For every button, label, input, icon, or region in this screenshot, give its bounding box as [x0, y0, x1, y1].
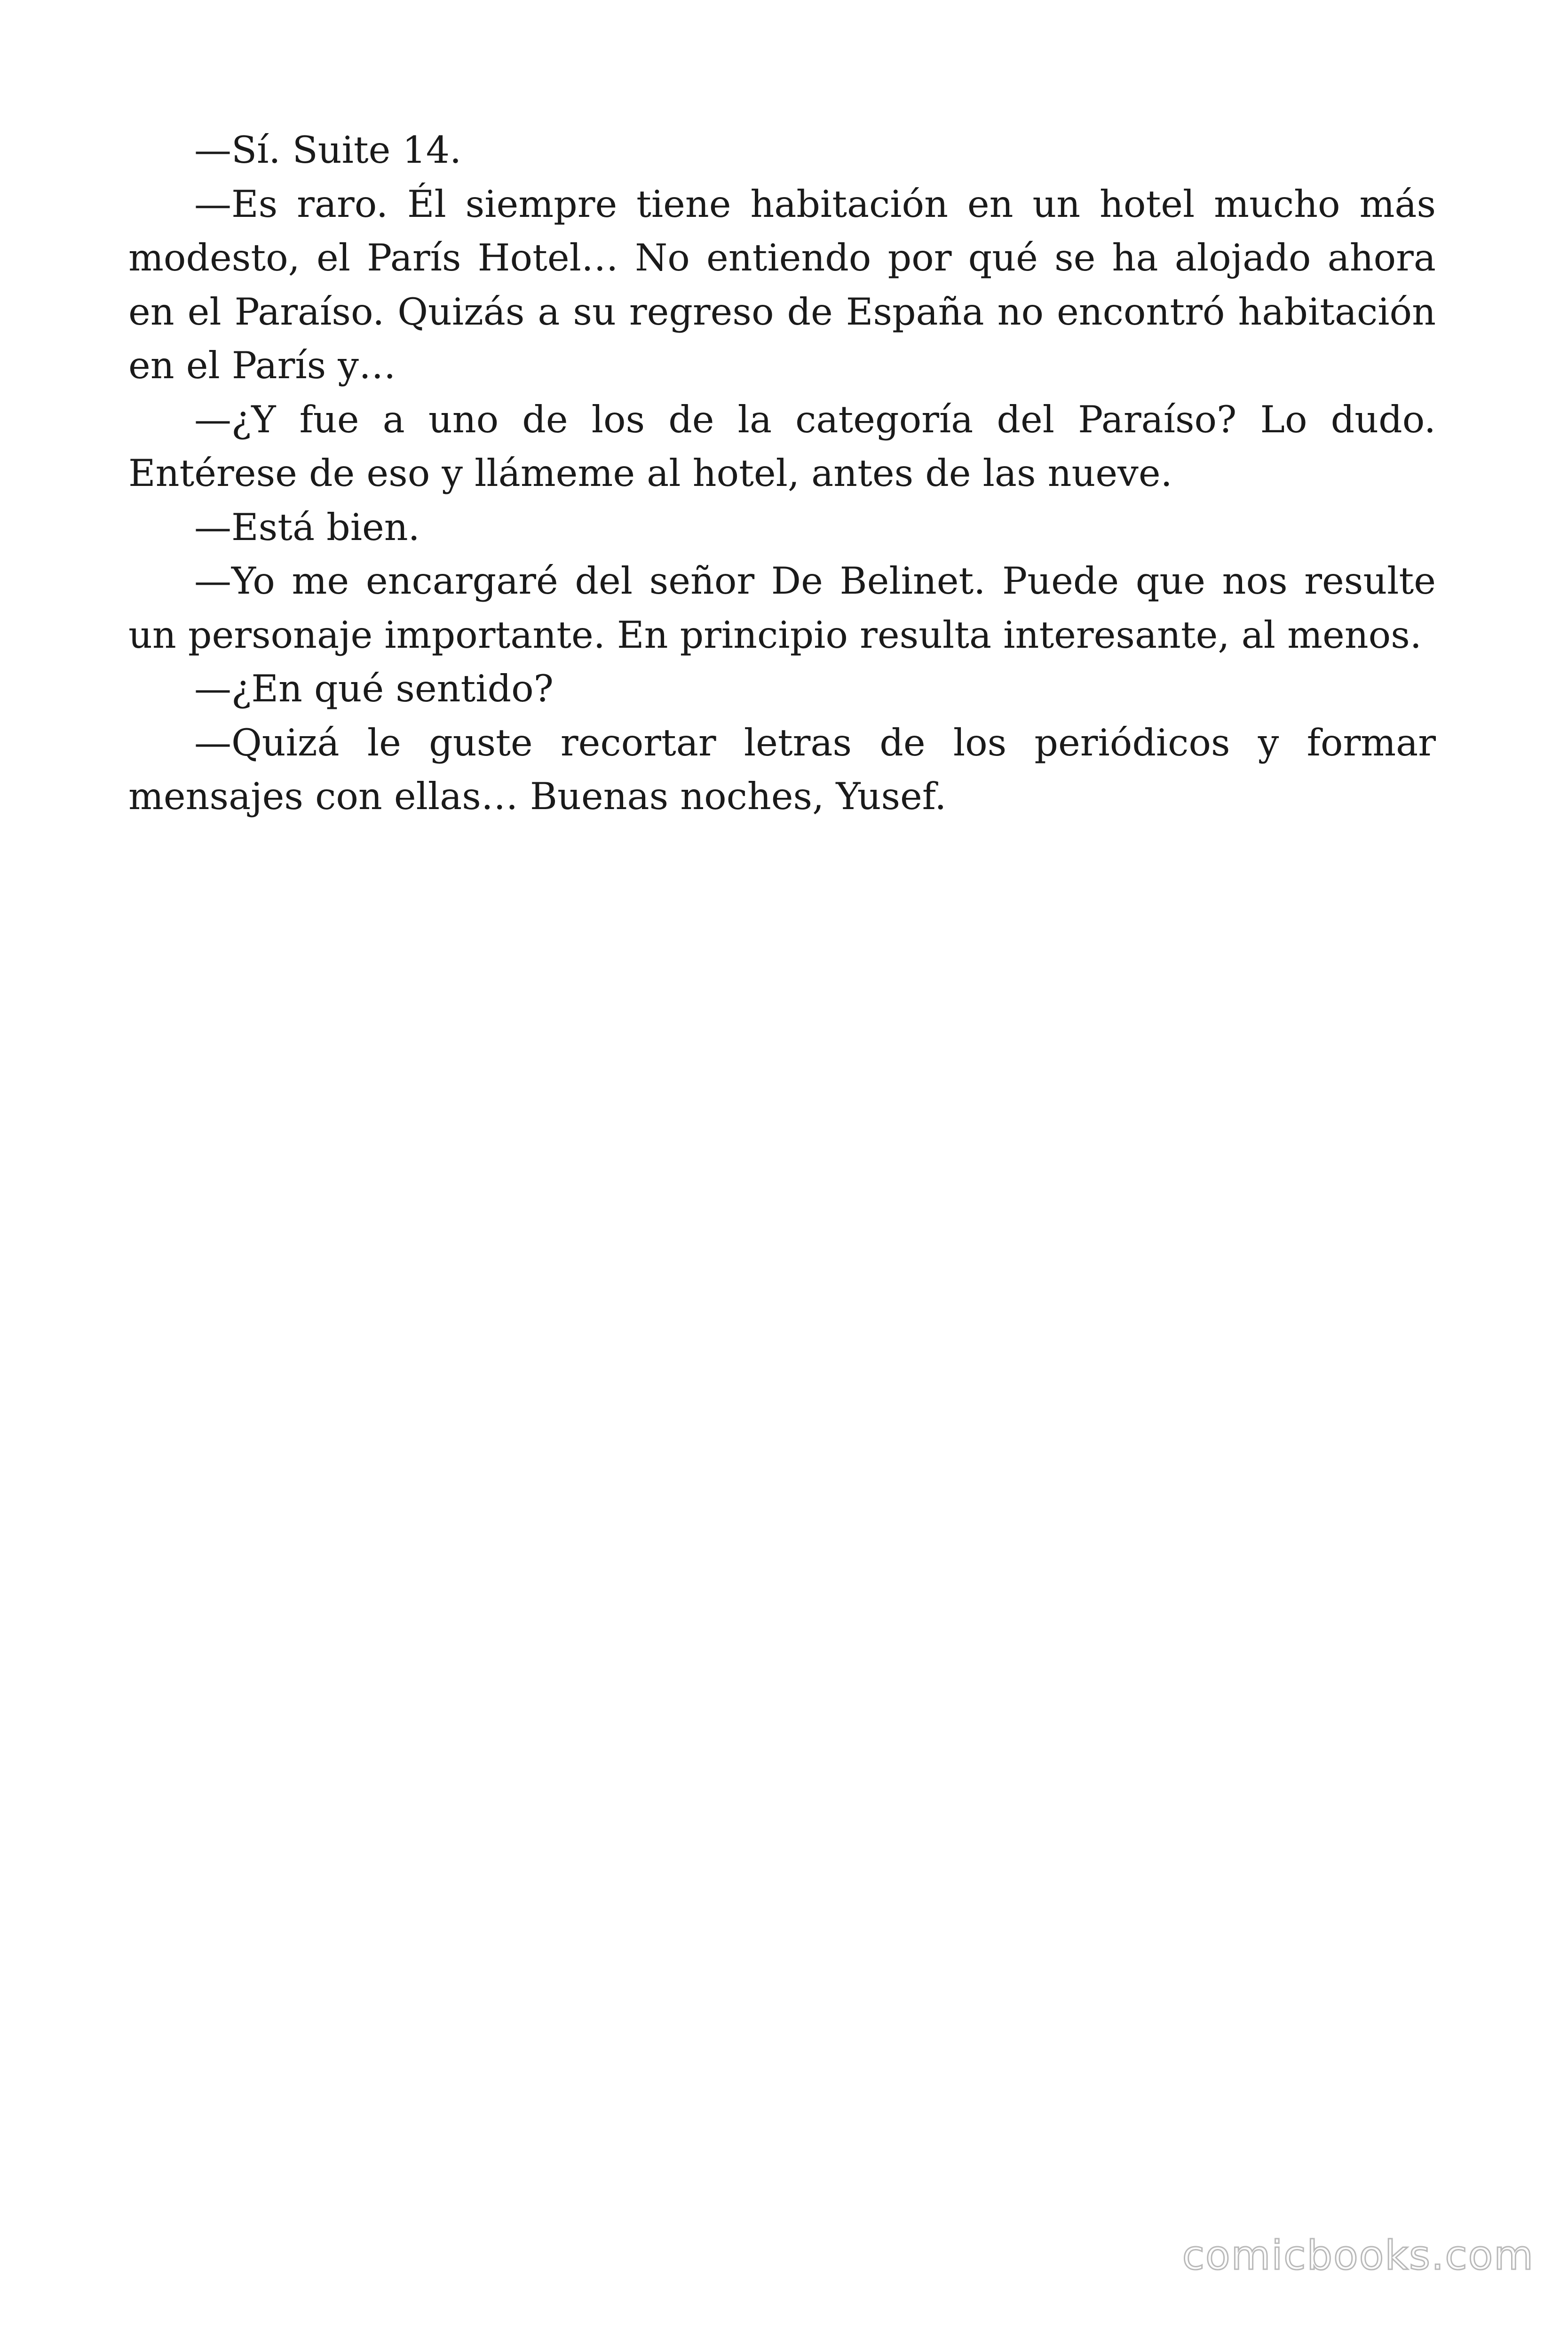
- paragraph-1: —Sí. Suite 14.: [194, 128, 462, 172]
- paragraph-3: —¿Y fue a uno de los de la categoría del Paraíso? Lo dudo. Entérese de eso y llámeme al hotel, antes de las nueve.: [128, 397, 1436, 495]
- paragraph-2: —Es raro. Él siempre tiene habitación en un hotel mucho más modesto, el París Hotel… No entiendo por qué se ha alojado ahora en el Paraíso. Quizás a su regreso de España no encontró habitación en el París y…: [128, 182, 1436, 387]
- body-text: [128, 123, 1436, 824]
- watermark: comicbooks.com: [1182, 2232, 1534, 2279]
- paragraph-7: —Quizá le guste recortar letras de los periódicos y formar mensajes con ellas… Buenas noches, Yusef.: [128, 721, 1436, 818]
- paragraph-6: —¿En qué sentido?: [194, 667, 554, 710]
- paragraph-5: —Yo me encargaré del señor De Belinet. Puede que nos resulte un personaje importante. En principio resulta interesante, al menos.: [128, 559, 1436, 657]
- paragraph-4: —Está bien.: [194, 505, 420, 549]
